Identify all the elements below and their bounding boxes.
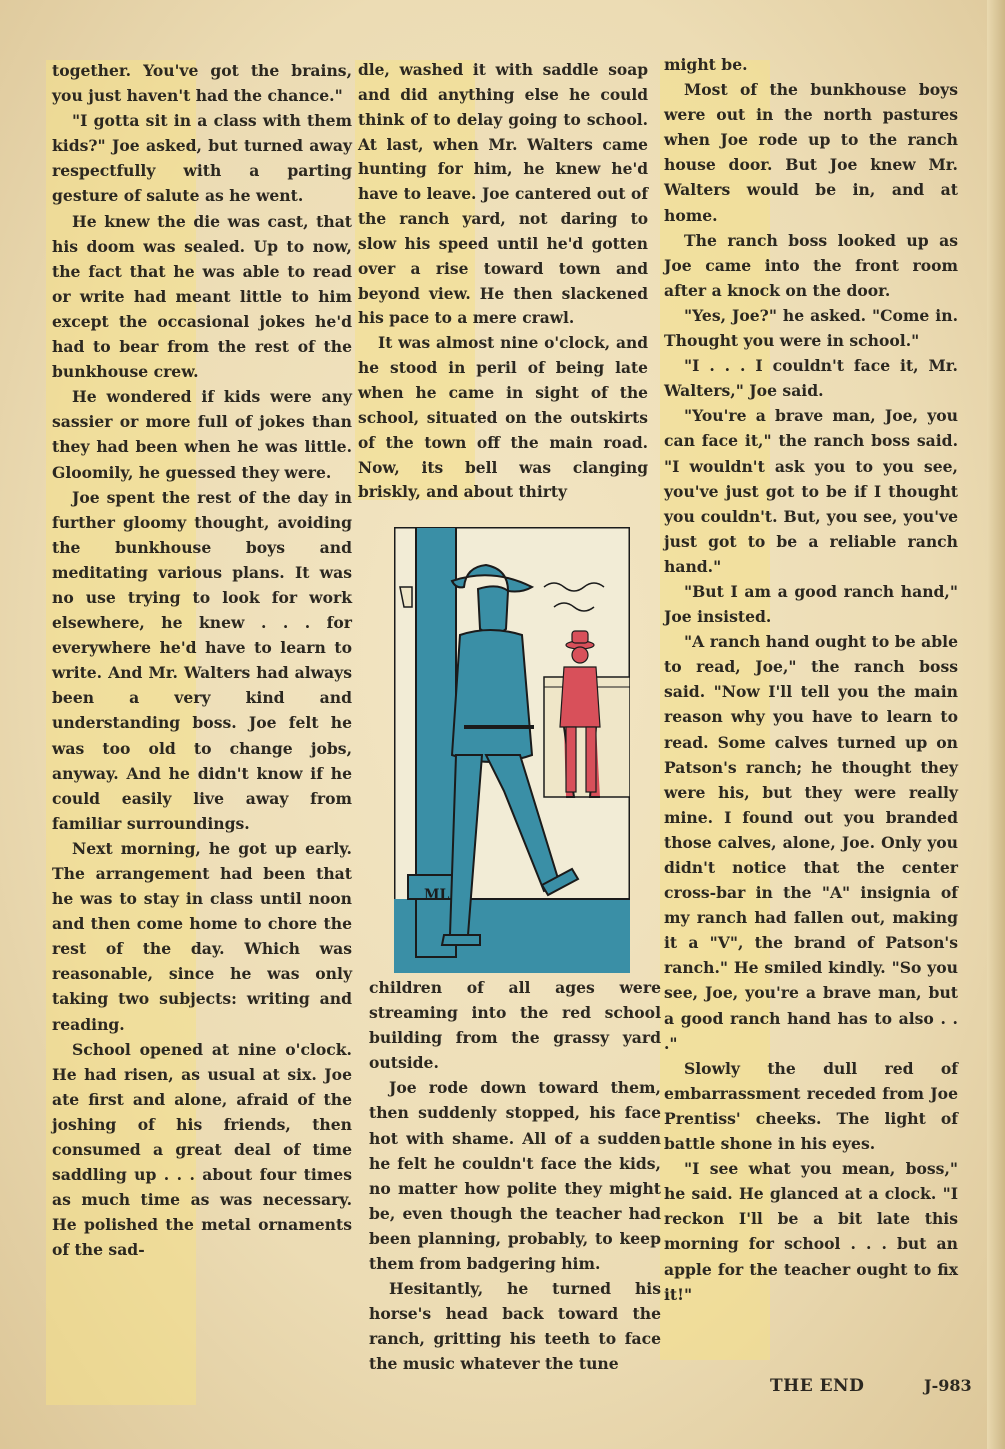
paragraph: He wondered if kids were any sassier or more full of jokes than they had been when he was little. Gloomily, he guessed they were.: [52, 387, 352, 482]
text-column-1: [52, 58, 352, 1263]
paragraph: "I gotta sit in a class with them kids?" Joe asked, but turned away respectfully with a parting gesture of salute as he went.: [52, 111, 352, 206]
artist-signature: ML: [424, 887, 450, 903]
paragraph: "I . . . I couldn't face it, Mr. Walters," Joe said.: [664, 356, 958, 401]
paragraph: might be.: [664, 55, 748, 74]
the-end-label: THE END: [770, 1376, 865, 1396]
paragraph: "I see what you mean, boss," he said. He glanced at a clock. "I reckon I'll be a bit late this morning for school . . . but an apple for the teacher ought to fix it!": [664, 1159, 958, 1304]
text-column-3: [664, 52, 958, 1307]
paragraph: School opened at nine o'clock. He had risen, as usual at six. Joe ate first and alone, afraid of the joshing of his friends, then consumed a great deal of time saddling up . . . about four times as much time as was necessary. He polished the metal ornaments of the sad-: [52, 1039, 352, 1260]
page-edge: [987, 0, 1005, 1449]
paragraph: together. You've got the brains, you just haven't had the chance.": [52, 61, 352, 106]
paragraph: Slowly the dull red of embarrassment receded from Joe Prentiss' cheeks. The light of battle shone in his eyes.: [664, 1058, 958, 1154]
paragraph: He knew the die was cast, that his doom was sealed. Up to now, the fact that he was able to read or write had meant little to him except the occasional jokes he'd had to bear from the rest of the bunkhouse crew.: [52, 211, 352, 382]
paragraph: "Yes, Joe?" he asked. "Come in. Thought you were in school.": [664, 305, 958, 351]
paragraph: Hesitantly, he turned his horse's head back toward the ranch, gritting his teeth to face the music whatever the tune: [369, 1279, 661, 1374]
paragraph: "A ranch hand ought to be able to read, Joe," the ranch boss said. "Now I'll tell you the main reason why you have to learn to read. Some calves turned up on Patson's ranch; he thought they were his, but they were really mine. I found out you branded those calves, alone, Joe. Only you didn't notice that the center cross-bar in the "A" insignia of my ranch had fallen out, making it a "V", the brand of Patson's ranch." He smiled kindly. "So you see, Joe, you're a brave man, but a good ranch hand has to also . . .": [664, 632, 958, 1053]
text-column-2-bottom: [369, 975, 661, 1377]
paragraph: "You're a brave man, Joe, you can face it," the ranch boss said. "I wouldn't ask you to you see, you've just got to be if I thought you couldn't. But, you see, you've just got to be a reliable ranch hand.": [664, 406, 958, 576]
paragraph: dle, washed it with saddle soap and did anything else he could think of to delay going to school. At last, when Mr. Walters came hunting for him, he knew he'd have to leave. Joe cantered out of the ranch yard, not daring to slow his speed until he'd gotten over a rise toward town and beyond view. He then slackened his pace to a mere crawl.: [358, 60, 648, 328]
paragraph: "But I am a good ranch hand," Joe insisted.: [664, 581, 958, 627]
text-column-2-top: [358, 58, 648, 505]
cowboy-illustration: [394, 527, 630, 973]
paragraph: It was almost nine o'clock, and he stood in peril of being late when he came in sight of the school, situated on the outskirts of the town off the main road. Now, its bell was clanging briskly, and about thirty: [358, 333, 648, 502]
paragraph: Next morning, he got up early. The arrangement had been that he was to stay in class until noon and then come home to chore the rest of the day. Which was reasonable, since he was only taking two subjects: writing and reading.: [52, 838, 352, 1034]
paragraph: Joe rode down toward them, then suddenly stopped, his face hot with shame. All of a sudden he felt he couldn't face the kids, no matter how polite they might be, even though the teacher had been planning, probably, to keep them from badgering him.: [369, 1078, 661, 1274]
paragraph: Most of the bunkhouse boys were out in the north pastures when Joe rode up to the ranch house door. But Joe knew Mr. Walters would be in, and at home.: [664, 80, 958, 225]
paragraph: The ranch boss looked up as Joe came into the front room after a knock on the door.: [664, 230, 958, 300]
paragraph: Joe spent the rest of the day in further gloomy thought, avoiding the bunkhouse boys and meditating various plans. It was no use trying to look for work elsewhere, he knew . . . for everywhere he'd have to learn to write. And Mr. Walters had always been a very kind and understanding boss. Joe felt he was too old to change jobs, anyway. And he didn't know if he could easily live away from familiar surroundings.: [52, 487, 352, 833]
paragraph: children of all ages were streaming into the red school building from the grassy yard outside.: [369, 978, 661, 1073]
job-code-label: J-983: [924, 1376, 972, 1395]
